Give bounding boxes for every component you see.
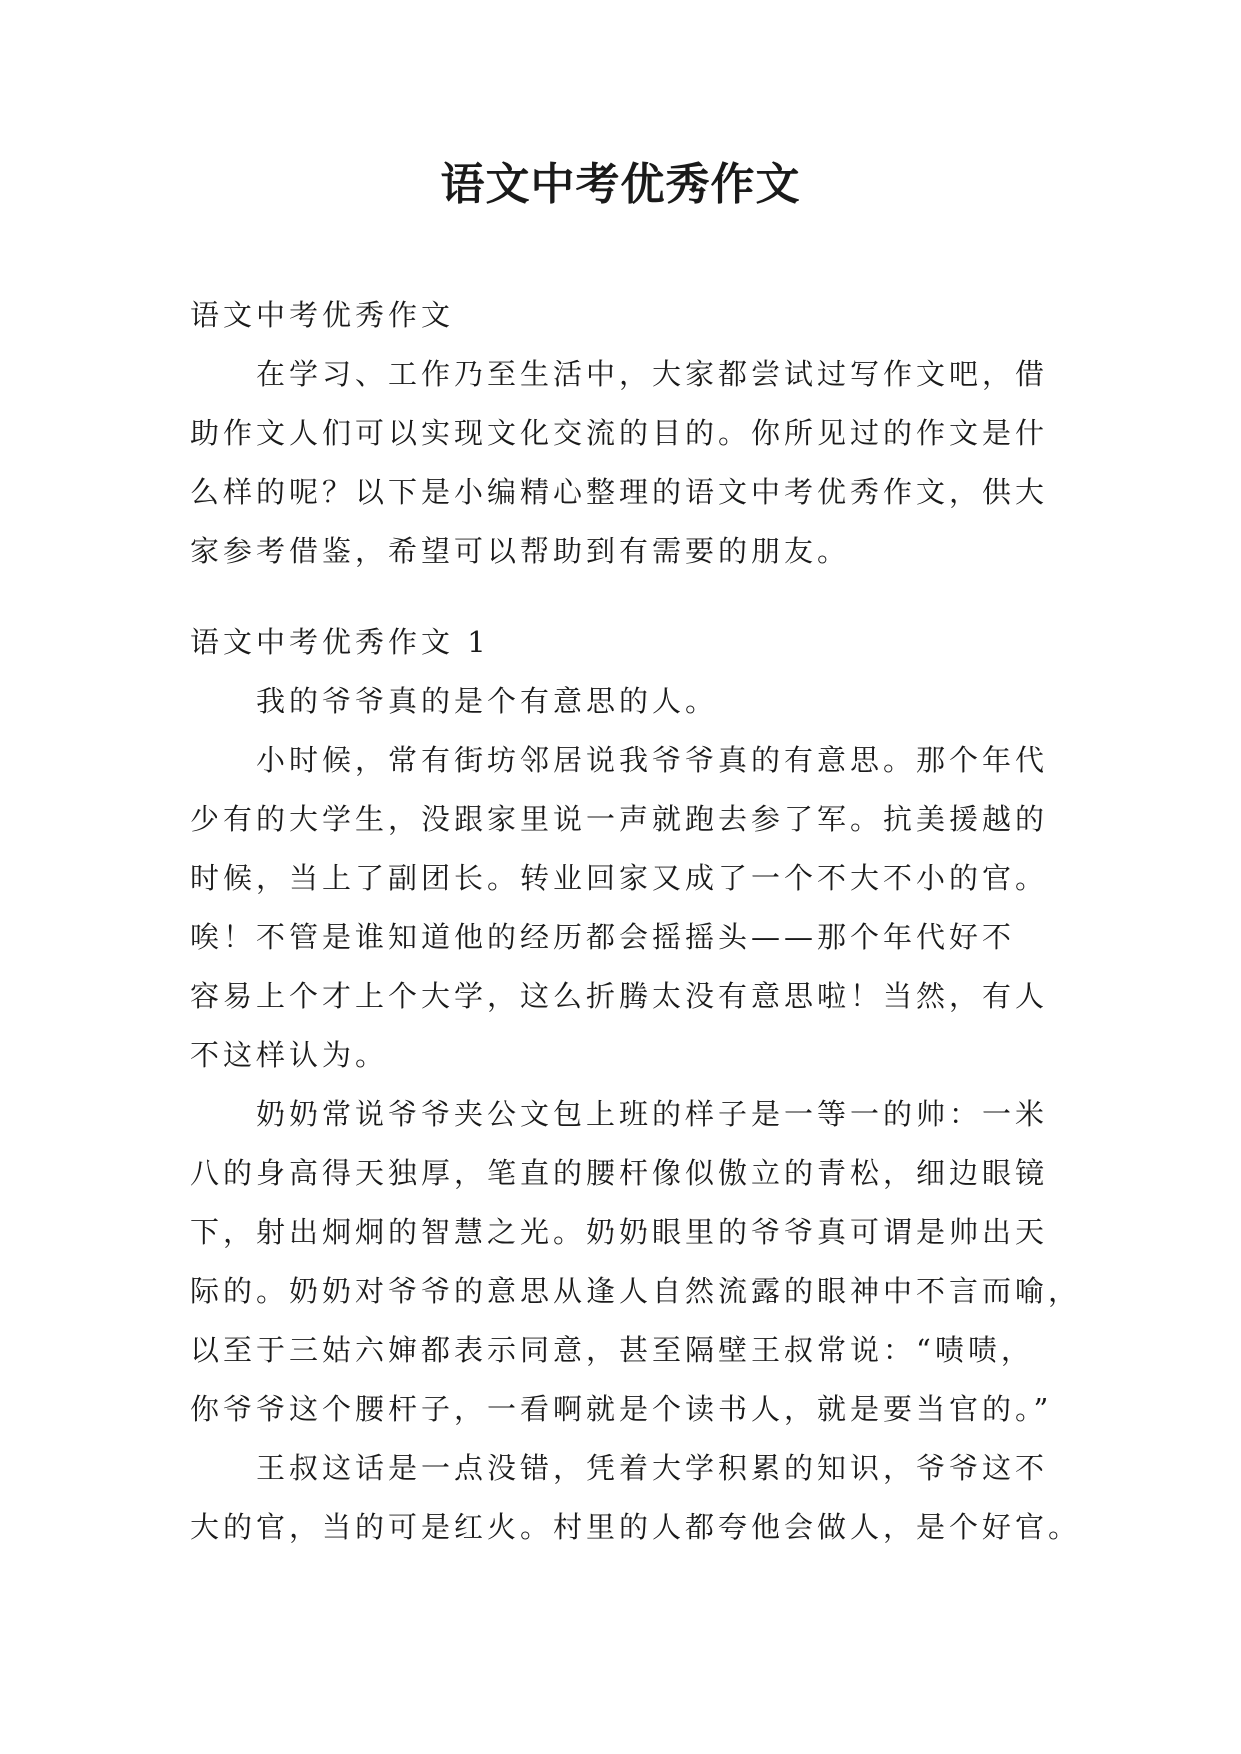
paragraph-line: 家参考借鉴，希望可以帮助到有需要的朋友。 [190, 534, 851, 568]
paragraph-line: 在学习、工作乃至生活中，大家都尝试过写作文吧，借 [256, 357, 1049, 391]
paragraph-line: 时候，当上了副团长。转业回家又成了一个不大不小的官。 [190, 861, 1049, 895]
paragraph-line: 大的官，当的可是红火。村里的人都夸他会做人，是个好官。 [190, 1510, 1082, 1544]
paragraph-line: 以至于三姑六婶都表示同意，甚至隔壁王叔常说：“啧啧， [190, 1333, 1034, 1367]
intro-paragraph [190, 345, 1070, 581]
document-title: 语文中考优秀作文 [440, 159, 801, 210]
intro-heading: 语文中考优秀作文 [190, 298, 455, 332]
section-heading: 语文中考优秀作文 1 [190, 625, 490, 659]
paragraph-4 [190, 1439, 1082, 1557]
paragraph-line: 八的身高得天独厚，笔直的腰杆像似傲立的青松，细边眼镜 [190, 1156, 1049, 1190]
paragraph-line: 下，射出炯炯的智慧之光。奶奶眼里的爷爷真可谓是帅出天 [190, 1215, 1049, 1249]
paragraph-line: 少有的大学生，没跟家里说一声就跑去参了军。抗美援越的 [190, 802, 1049, 836]
paragraph-line: 我的爷爷真的是个有意思的人。 [256, 684, 719, 718]
paragraph-line: 小时候，常有街坊邻居说我爷爷真的有意思。那个年代 [256, 743, 1049, 777]
paragraph-line: 王叔这话是一点没错，凭着大学积累的知识，爷爷这不 [256, 1451, 1049, 1485]
paragraph-line: 不这样认为。 [190, 1038, 389, 1072]
document-body [190, 286, 1082, 1557]
paragraph-2 [190, 731, 1070, 1085]
paragraph-3 [190, 1085, 1082, 1439]
paragraph-line: 唉！不管是谁知道他的经历都会摇摇头——那个年代好不 [190, 920, 1016, 954]
paragraph-line: 奶奶常说爷爷夹公文包上班的样子是一等一的帅：一米 [256, 1097, 1049, 1131]
section-spacer [190, 581, 1070, 613]
paragraph-1 [190, 672, 1070, 731]
paragraph-line: 容易上个才上个大学，这么折腾太没有意思啦！当然，有人 [190, 979, 1049, 1013]
paragraph-line: 际的。奶奶对爷爷的意思从逢人自然流露的眼神中不言而喻， [190, 1274, 1082, 1308]
paragraph-line: 你爷爷这个腰杆子，一看啊就是个读书人，就是要当官的。” [190, 1392, 1053, 1426]
paragraph-line: 助作文人们可以实现文化交流的目的。你所见过的作文是什 [190, 416, 1049, 450]
paragraph-line: 么样的呢？以下是小编精心整理的语文中考优秀作文，供大 [190, 475, 1049, 509]
